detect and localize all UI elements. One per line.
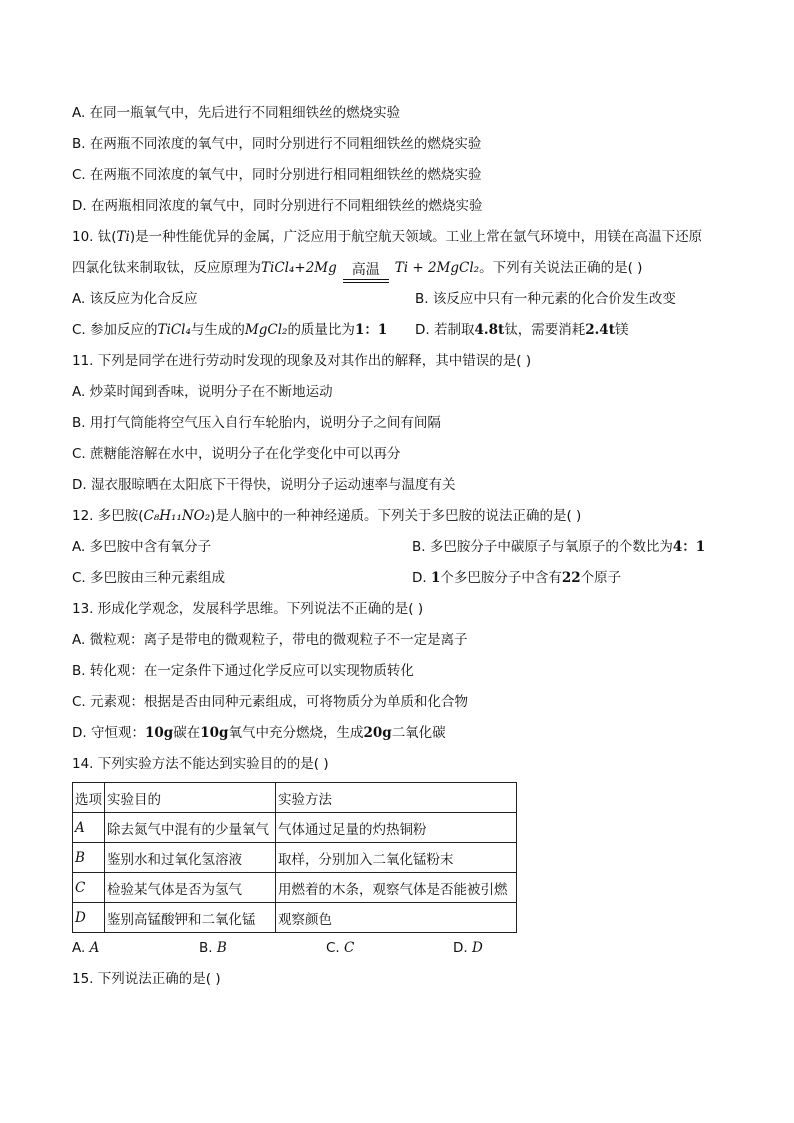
q12-options-row2: [72, 565, 732, 596]
table-header-row: [73, 783, 517, 813]
table-cell-option: B: [73, 843, 105, 873]
table-cell-purpose: 检验某气体是否为氢气: [105, 873, 276, 903]
q12-option-d: D. 1个多巴胺分子中含有22个原子: [412, 570, 622, 586]
q10-option-c: C. 参加反应的TiCl₄与生成的MgCl₂的质量比为1：1: [72, 322, 388, 338]
equation-right: Ti + 2MgCl₂: [394, 260, 480, 276]
table-cell-option: C: [73, 873, 105, 903]
q10-options-row1: [72, 286, 732, 317]
table-cell-purpose: 鉴别水和过氧化氢溶液: [105, 843, 276, 873]
table-row: [73, 873, 517, 903]
table-header: 实验目的: [105, 783, 276, 813]
table-header: 实验方法: [276, 783, 517, 813]
reaction-condition: 高温: [343, 262, 389, 283]
q11-option-c: C. 蔗糖能溶解在水中，说明分子在化学变化中可以再分: [72, 446, 401, 462]
q14-option-a: A. A: [72, 940, 100, 956]
q12-option-a: A. 多巴胺中含有氧分子: [72, 539, 212, 555]
q10-option-a: A. 该反应为化合反应: [72, 291, 198, 307]
table-cell-method: 气体通过足量的灼热铜粉: [276, 813, 517, 843]
reaction-arrow-bar: [343, 279, 389, 283]
table-row: [73, 843, 517, 873]
table-row: [73, 903, 517, 933]
q12-option-b: B. 多巴胺分子中碳原子与氧原子的个数比为4：1: [412, 539, 706, 555]
experiment-table: [72, 782, 517, 933]
q14-option-d: D. D: [453, 940, 483, 956]
dopamine-formula: C₈H₁₁NO₂: [143, 508, 211, 524]
table-cell-method: 用燃着的木条，观察气体是否能被引燃: [276, 873, 517, 903]
q9-option-c: C. 在两瓶不同浓度的氧气中，同时分别进行相同粗细铁丝的燃烧实验: [72, 167, 482, 183]
q13-option-d: D. 守恒观：10g碳在10g氧气中充分燃烧，生成20g二氧化碳: [72, 725, 446, 741]
q14-option-b: B. B: [199, 940, 227, 956]
q9-option-d: D. 在两瓶相同浓度的氧气中，同时分别进行不同粗细铁丝的燃烧实验: [72, 198, 483, 214]
q13-stem: 13. 形成化学观念，发展科学思维。下列说法不正确的是( ): [72, 601, 424, 617]
exam-page: [72, 100, 732, 997]
table-cell-method: 观察颜色: [276, 903, 517, 933]
q13-option-b: B. 转化观：在一定条件下通过化学反应可以实现物质转化: [72, 663, 414, 679]
q12-option-c: C. 多巴胺由三种元素组成: [72, 570, 226, 586]
q10-option-b: B. 该反应中只有一种元素的化合价发生改变: [415, 291, 676, 307]
table-header: 选项: [73, 783, 105, 813]
q11-option-d: D. 湿衣服晾晒在太阳底下干得快，说明分子运动速率与温度有关: [72, 477, 456, 493]
table-cell-option: D: [73, 903, 105, 933]
q15-stem: 15. 下列说法正确的是( ): [72, 971, 221, 987]
q13-option-c: C. 元素观：根据是否由同种元素组成，可将物质分为单质和化合物: [72, 694, 469, 710]
q13-option-a: A. 微粒观：离子是带电的微观粒子，带电的微观粒子不一定是离子: [72, 632, 468, 648]
q10-options-row2: [72, 317, 732, 348]
q12-options-row1: [72, 534, 732, 565]
q9-option-a: A. 在同一瓶氧气中，先后进行不同粗细铁丝的燃烧实验: [72, 105, 401, 121]
q14-option-c: C. C: [326, 940, 355, 956]
table-cell-option: A: [73, 813, 105, 843]
q11-option-a: A. 炒菜时闻到香味，说明分子在不断地运动: [72, 384, 333, 400]
q9-option-b: B. 在两瓶不同浓度的氧气中，同时分别进行不同粗细铁丝的燃烧实验: [72, 136, 482, 152]
q14-stem: 14. 下列实验方法不能达到实验目的的是( ): [72, 756, 329, 772]
q11-option-b: B. 用打气筒能将空气压入自行车轮胎内，说明分子之间有间隔: [72, 415, 441, 431]
table-cell-purpose: 鉴别高锰酸钾和二氧化锰: [105, 903, 276, 933]
table-cell-method: 取样，分别加入二氧化锰粉末: [276, 843, 517, 873]
q11-stem: 11. 下列是同学在进行劳动时发现的现象及对其作出的解释，其中错误的是( ): [72, 353, 532, 369]
table-cell-purpose: 除去氮气中混有的少量氧气: [105, 813, 276, 843]
equation-left: TiCl₄+2Mg: [261, 260, 337, 276]
q10-stem-line2: 四氯化钛来制取钛，反应原理为TiCl₄+2Mg 高温 Ti + 2MgCl₂。下列有关说法正确的是( ): [72, 255, 732, 286]
q10-stem-line1: 10. 钛(Ti)是一种性能优异的金属，广泛应用于航空航天领域。工业上常在氩气环境中，用镁在高温下还原: [72, 229, 703, 245]
q12-stem: 12. 多巴胺(C₈H₁₁NO₂)是人脑中的一种神经递质。下列关于多巴胺的说法正确的是( ): [72, 508, 582, 524]
q14-answer-options: [72, 935, 732, 966]
q10-option-d: D. 若制取4.8t钛，需要消耗2.4t镁: [415, 322, 629, 338]
table-row: [73, 813, 517, 843]
